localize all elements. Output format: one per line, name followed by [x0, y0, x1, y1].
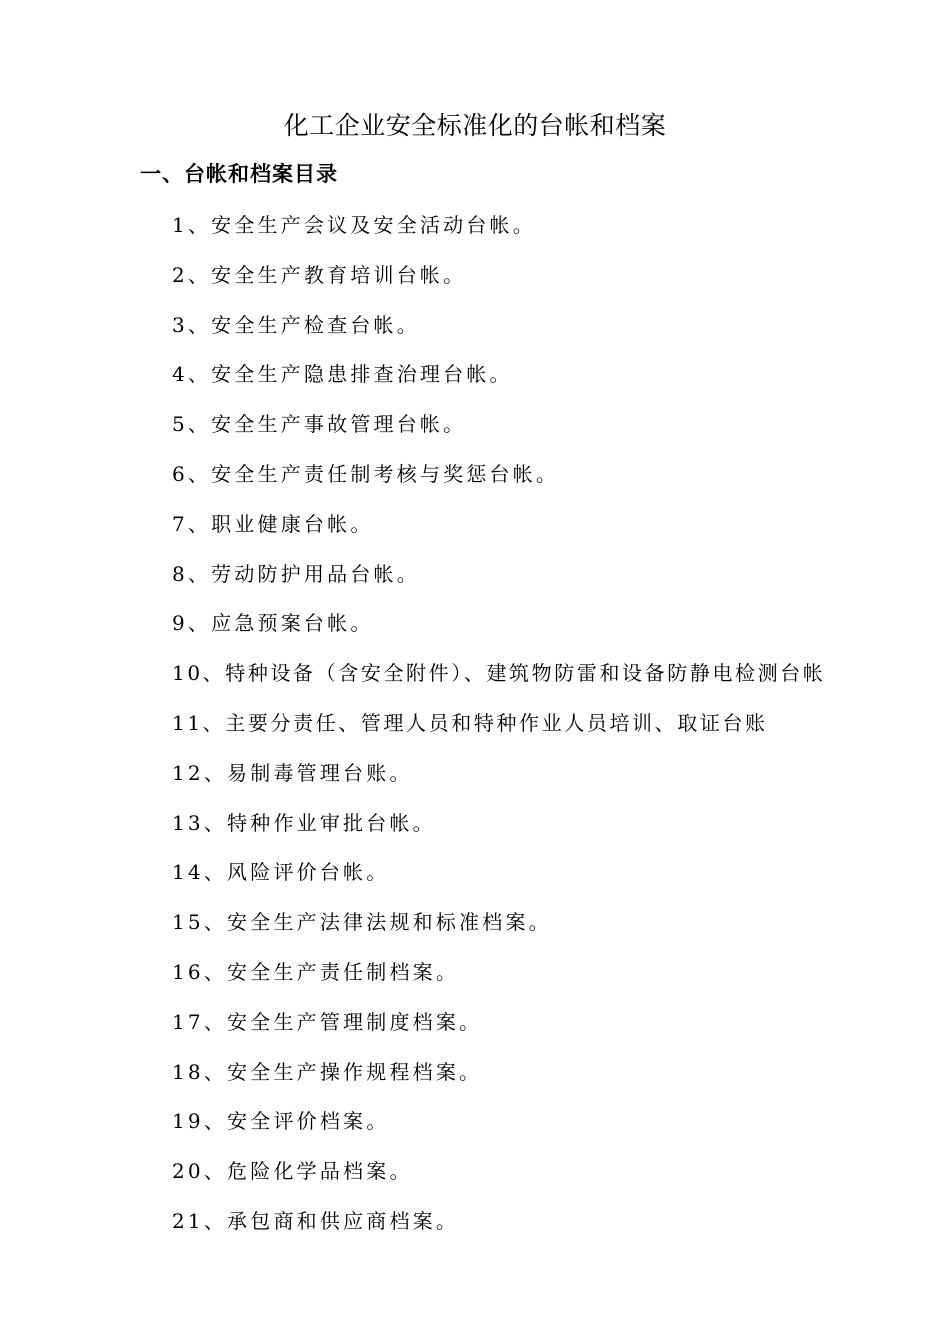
toc-list [172, 206, 912, 1252]
toc-item-14: 14、风险评价台帐。 [172, 860, 390, 885]
toc-item-19: 19、安全评价档案。 [172, 1109, 390, 1134]
toc-item-2: 2、安全生产教育培训台帐。 [172, 262, 467, 287]
toc-item-7: 7、职业健康台帐。 [172, 511, 374, 536]
toc-item-10: 10、特种设备（含安全附件）、建筑物防雷和设备防静电检测台帐 [172, 661, 826, 686]
toc-item-12: 12、易制毒管理台账。 [172, 760, 413, 785]
toc-item-6: 6、安全生产责任制考核与奖惩台帐。 [172, 461, 560, 486]
toc-item-20: 20、危险化学品档案。 [172, 1159, 413, 1184]
toc-item-18: 18、安全生产操作规程档案。 [172, 1059, 483, 1084]
toc-item-21: 21、承包商和供应商档案。 [172, 1208, 460, 1233]
toc-item-1: 1、安全生产会议及安全活动台帐。 [172, 213, 536, 237]
toc-item-13: 13、特种作业审批台帐。 [172, 810, 436, 835]
toc-item-4: 4、安全生产隐患排查治理台帐。 [172, 362, 513, 387]
toc-item-9: 9、应急预案台帐。 [172, 611, 374, 636]
toc-item-3: 3、安全生产检查台帐。 [172, 312, 420, 337]
section-heading: 一、台帐和档案目录 [140, 162, 338, 186]
toc-item-16: 16、安全生产责任制档案。 [172, 959, 460, 984]
toc-item-8: 8、劳动防护用品台帐。 [172, 561, 420, 586]
document-title: 化工企业安全标准化的台帐和档案 [283, 111, 667, 140]
toc-item-11: 11、主要分责任、管理人员和特种作业人员培训、取证台账 [172, 710, 768, 735]
toc-item-17: 17、安全生产管理制度档案。 [172, 1009, 483, 1034]
toc-item-15: 15、安全生产法律法规和标准档案。 [172, 910, 552, 935]
toc-item-5: 5、安全生产事故管理台帐。 [172, 412, 467, 437]
